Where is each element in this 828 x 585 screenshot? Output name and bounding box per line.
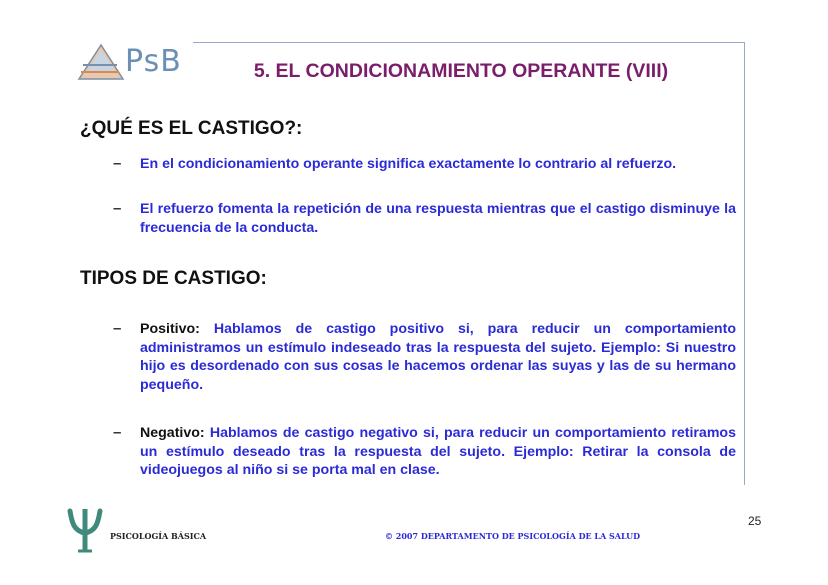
logo-text: PsB — [125, 44, 182, 79]
list-item-negativo — [140, 424, 736, 480]
footer-course-name: PSICOLOGÍA BÁSICA — [110, 531, 207, 541]
item-text: Hablamos de castigo positivo si, para reducir un comportamiento administramos un estímulo indeseado tras la respuesta del sujeto. Ejemplo: Si nuestro hijo es desordenado con sus cosas le hacemos ordenar las suyas y las de su hermano pequeño. — [140, 321, 736, 393]
bullet-dash: – — [113, 155, 122, 172]
item-label: Negativo: — [140, 425, 205, 441]
item-text: El refuerzo fomenta la repetición de una respuesta mientras que el castigo disminuye la frecuencia de la conducta. — [140, 201, 736, 236]
slide-title: 5. EL CONDICIONAMIENTO OPERANTE (VIII) — [253, 60, 669, 82]
list-item — [140, 155, 736, 174]
page-number: 25 — [748, 514, 762, 528]
item-label: Positivo: — [140, 321, 200, 337]
psi-logo-icon — [66, 505, 104, 555]
item-text: Hablamos de castigo negativo si, para reducir un comportamiento retiramos un estímulo deseado tras la respuesta del sujeto. Ejemplo: Retirar la consola de videojuegos al niño si se porta mal en clase. — [140, 425, 736, 478]
section-heading-que-es-castigo: ¿QUÉ ES EL CASTIGO?: — [80, 118, 303, 139]
list-item — [140, 200, 736, 237]
item-text: En el condicionamiento operante significa exactamente lo contrario al refuerzo. — [140, 156, 677, 172]
section-heading-tipos-castigo: TIPOS DE CASTIGO: — [80, 268, 267, 289]
footer-copyright: © 2007 DEPARTAMENTO DE PSICOLOGÍA DE LA SALUD — [385, 531, 641, 541]
bullet-dash: – — [113, 424, 122, 441]
list-item-positivo — [140, 320, 736, 394]
bullet-dash: – — [113, 320, 122, 337]
header-rule — [193, 42, 744, 43]
right-border-rule — [744, 42, 745, 485]
bullet-dash: – — [113, 200, 122, 217]
